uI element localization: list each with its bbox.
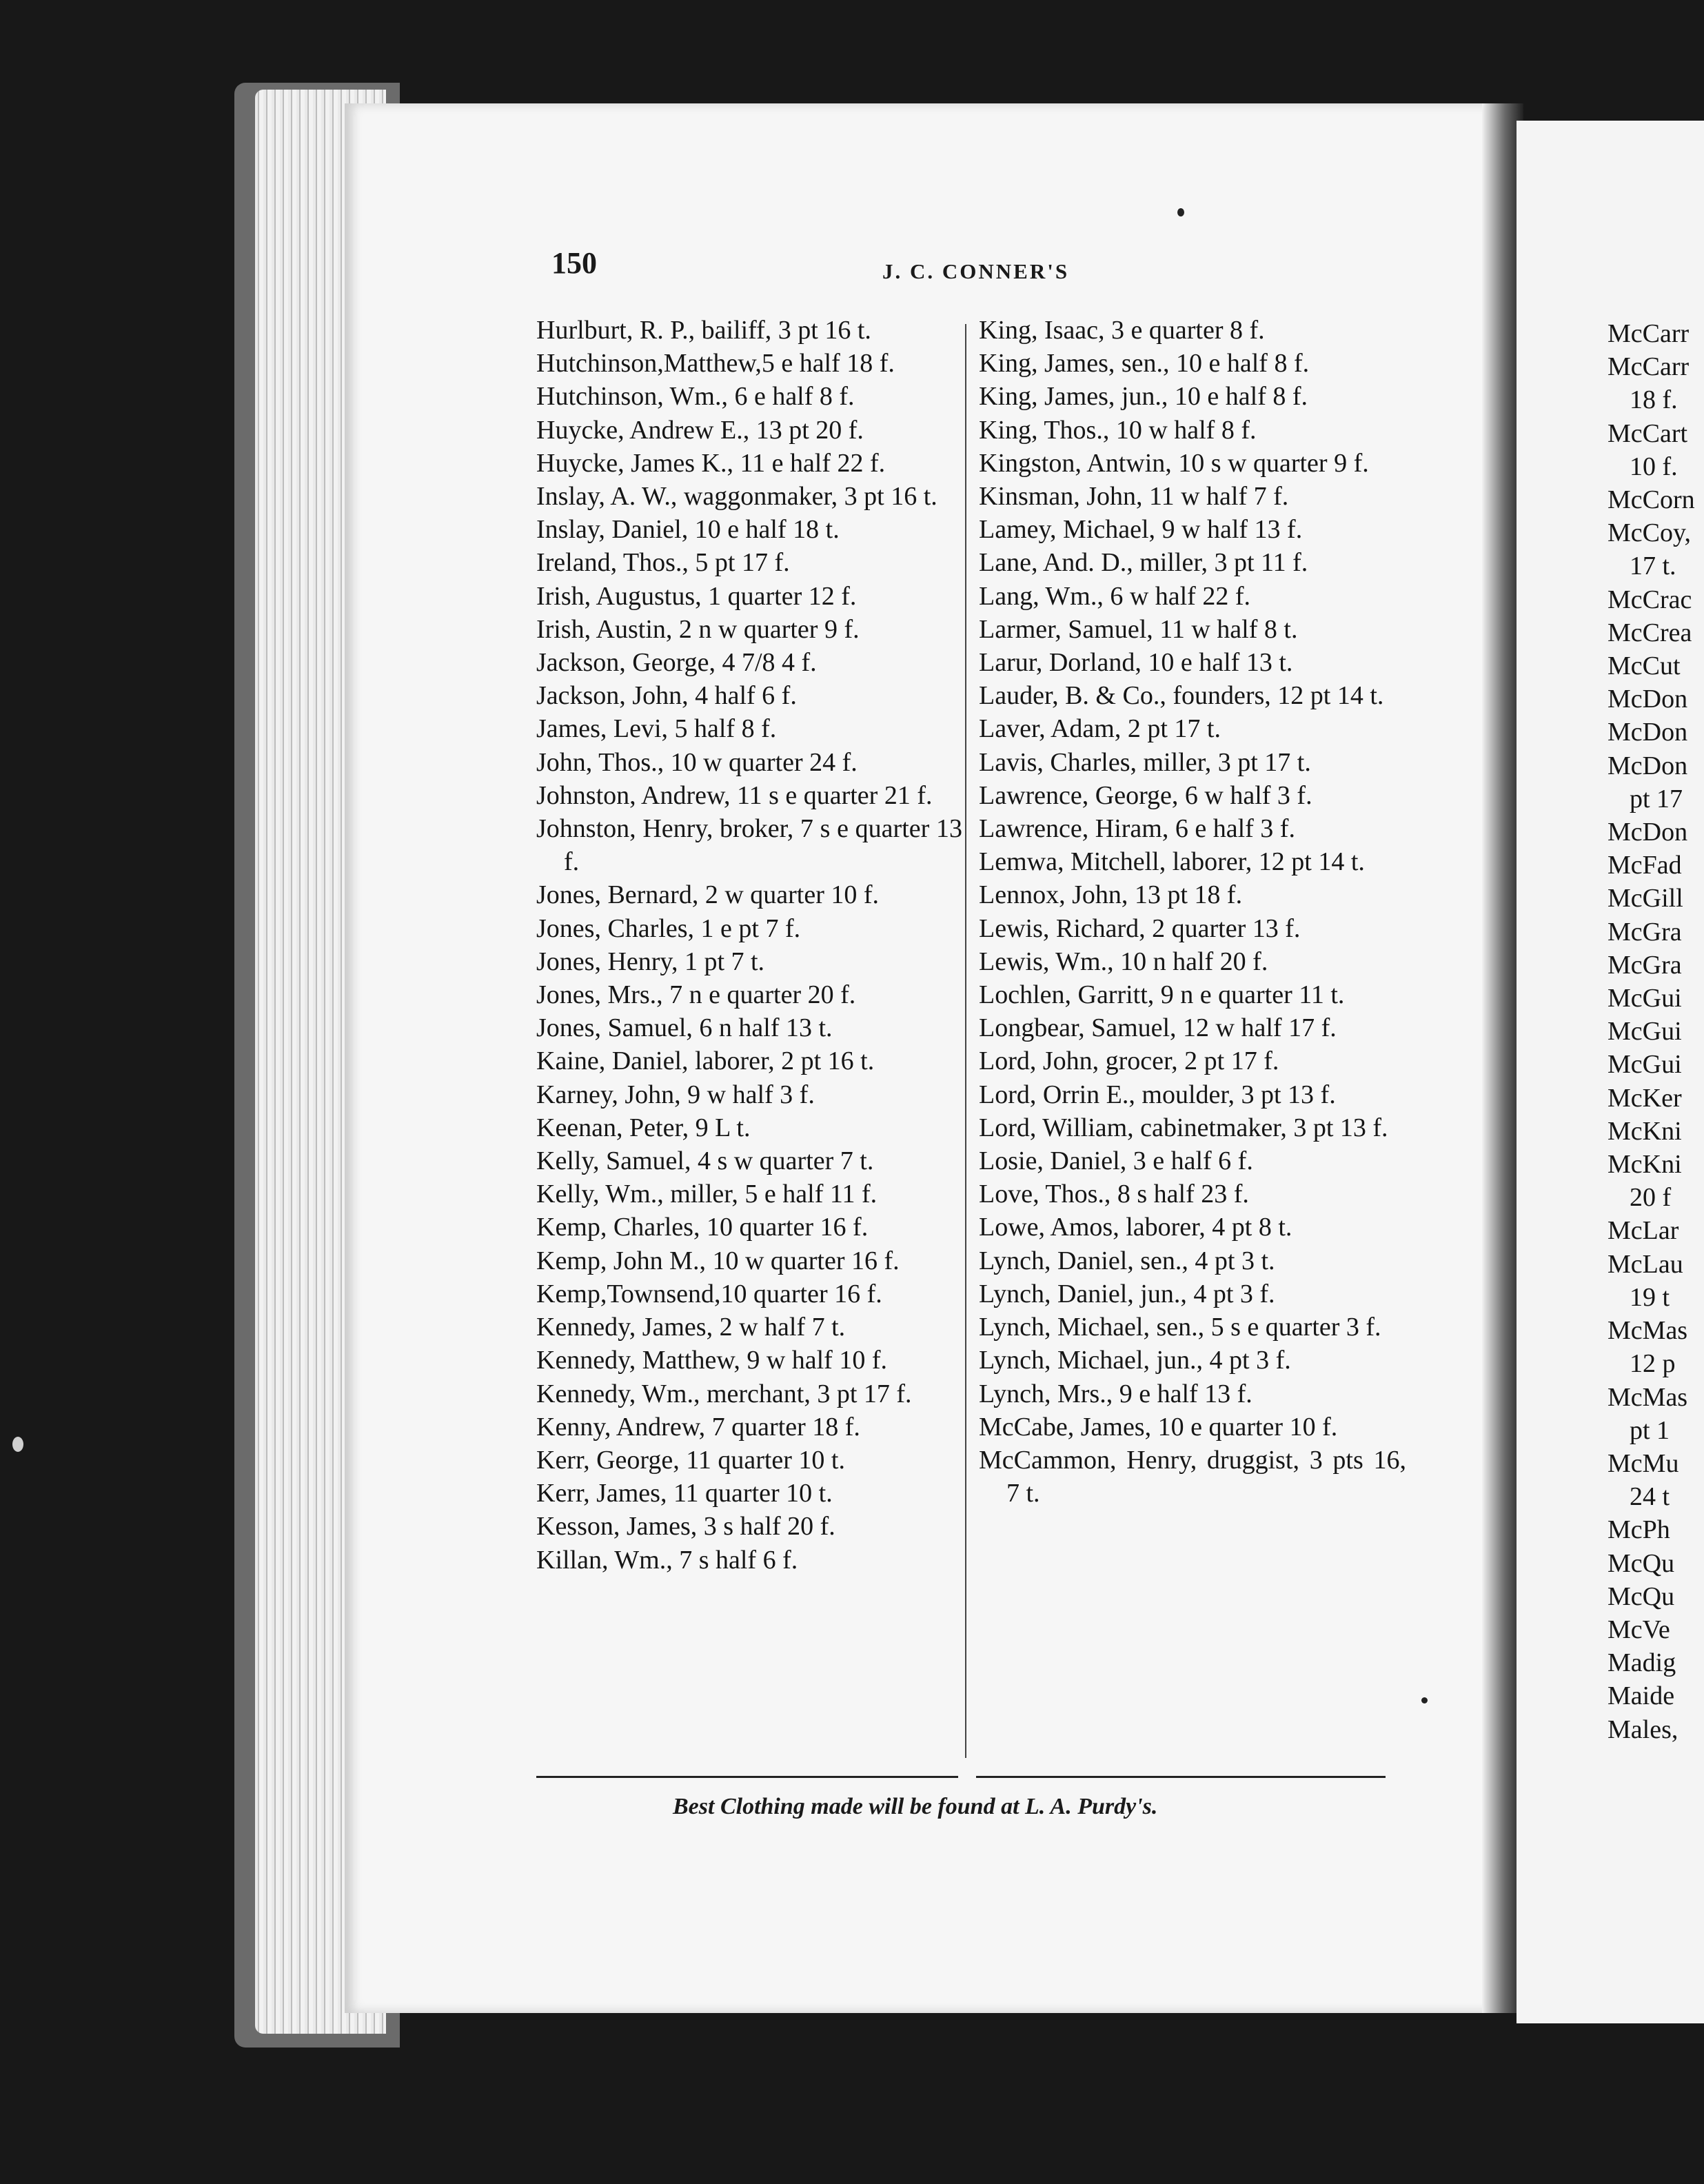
list-item: Lewis, Richard, 2 quarter 13 f. — [979, 913, 1301, 943]
list-item: Kemp,Townsend,10 quarter 16 f. — [536, 1279, 882, 1308]
list-item: Hurlburt, R. P., bailiff, 3 pt 16 t. — [536, 316, 871, 345]
list-item: McCoy, — [1607, 518, 1692, 548]
list-item: Love, Thos., 8 s half 23 f. — [979, 1180, 1249, 1209]
list-item: Lynch, Michael, jun., 4 pt 3 f. — [979, 1346, 1291, 1375]
list-item: McLau — [1607, 1249, 1683, 1279]
list-item: McQu — [1607, 1581, 1675, 1611]
list-item: McDon — [1607, 818, 1688, 847]
list-item: McGui — [1607, 984, 1682, 1013]
list-item: McCarr — [1607, 319, 1690, 348]
list-item: Johnston, Henry, broker, 7 s e quarter 13 f. — [536, 814, 962, 877]
list-item: Laver, Adam, 2 pt 17 t. — [979, 714, 1221, 744]
list-item: Killan, Wm., 7 s half 6 f. — [536, 1545, 798, 1575]
list-item: King, Isaac, 3 e quarter 8 f. — [979, 316, 1265, 345]
list-item: Lord, Orrin E., moulder, 3 pt 13 f. — [979, 1080, 1336, 1109]
list-item: McGra — [1607, 917, 1682, 947]
list-item: McMas — [1607, 1382, 1688, 1412]
list-item: 20 f — [1630, 1183, 1672, 1213]
list-item: McCut — [1607, 651, 1681, 681]
list-item: Lawrence, George, 6 w half 3 f. — [979, 780, 1312, 810]
footer-rule-right — [976, 1776, 1386, 1778]
list-item: McCorn — [1607, 485, 1695, 515]
list-item: McGill — [1607, 884, 1683, 913]
list-item: McCammon, Henry, druggist, 3 pts 16, 7 t. — [979, 1445, 1406, 1508]
list-item: McCrea — [1607, 618, 1692, 647]
list-item: McKni — [1607, 1116, 1682, 1146]
list-item: Lynch, Daniel, jun., 4 pt 3 f. — [979, 1279, 1275, 1308]
list-item: Maide — [1607, 1681, 1675, 1711]
list-item: Inslay, A. W., waggonmaker, 3 pt 16 t. — [536, 482, 937, 512]
list-item: Kenny, Andrew, 7 quarter 18 f. — [536, 1412, 860, 1442]
list-item: McGui — [1607, 1050, 1682, 1080]
list-item: Jones, Samuel, 6 n half 13 t. — [536, 1013, 833, 1043]
list-item: Lynch, Mrs., 9 e half 13 f. — [979, 1379, 1252, 1408]
list-item: Johnston, Andrew, 11 s e quarter 21 f. — [536, 780, 933, 810]
list-item: 12 p — [1630, 1349, 1676, 1379]
list-item: McCrac — [1607, 585, 1692, 614]
list-item: Longbear, Samuel, 12 w half 17 f. — [979, 1013, 1337, 1043]
list-item: Losie, Daniel, 3 e half 6 f. — [979, 1146, 1253, 1176]
list-item: Kaine, Daniel, laborer, 2 pt 16 t. — [536, 1046, 875, 1076]
page-number: 150 — [551, 246, 597, 280]
running-title: J. C. CONNER'S — [882, 259, 1070, 283]
list-item: Lemwa, Mitchell, laborer, 12 pt 14 t. — [979, 847, 1365, 877]
list-item: Kerr, George, 11 quarter 10 t. — [536, 1445, 845, 1475]
list-item: Irish, Austin, 2 n w quarter 9 f. — [536, 614, 860, 644]
list-item: Kennedy, Wm., merchant, 3 pt 17 f. — [536, 1379, 912, 1408]
list-item: Larur, Dorland, 10 e half 13 t. — [979, 648, 1293, 678]
list-item: Irish, Augustus, 1 quarter 12 f. — [536, 581, 857, 611]
list-item: McFad — [1607, 851, 1682, 880]
list-item: Lauder, B. & Co., founders, 12 pt 14 t. — [979, 681, 1384, 711]
column-divider — [965, 324, 966, 1758]
list-item: Lewis, Wm., 10 n half 20 f. — [979, 947, 1268, 976]
list-item: McVe — [1607, 1615, 1670, 1644]
list-item: McMu — [1607, 1448, 1679, 1478]
ink-speck — [1421, 1697, 1428, 1703]
list-item: Karney, John, 9 w half 3 f. — [536, 1080, 815, 1109]
footer-rule-left — [536, 1776, 958, 1778]
list-item: Jones, Henry, 1 pt 7 t. — [536, 947, 765, 976]
footer-advertisement: Best Clothing made will be found at L. A. Purdy's. — [673, 1794, 1158, 1819]
directory-column-left — [536, 314, 962, 1577]
list-item: Kelly, Samuel, 4 s w quarter 7 t. — [536, 1146, 874, 1176]
list-item: Kerr, James, 11 quarter 10 t. — [536, 1479, 833, 1508]
list-item: Lord, John, grocer, 2 pt 17 f. — [979, 1046, 1279, 1076]
list-item: Lennox, John, 13 pt 18 f. — [979, 880, 1243, 910]
list-item: Lawrence, Hiram, 6 e half 3 f. — [979, 814, 1295, 844]
list-item: McPh — [1607, 1515, 1670, 1545]
list-item: Huycke, Andrew E., 13 pt 20 f. — [536, 415, 864, 445]
list-item: McDon — [1607, 751, 1688, 780]
list-item: Males, — [1607, 1715, 1678, 1744]
list-item: Inslay, Daniel, 10 e half 18 t. — [536, 515, 840, 545]
facing-page-column — [1607, 317, 1704, 1746]
list-item: Kingston, Antwin, 10 s w quarter 9 f. — [979, 448, 1369, 478]
list-item: Lamey, Michael, 9 w half 13 f. — [979, 515, 1303, 545]
list-item: Lowe, Amos, laborer, 4 pt 8 t. — [979, 1213, 1292, 1242]
list-item: McDon — [1607, 685, 1688, 714]
list-item: King, Thos., 10 w half 8 f. — [979, 415, 1257, 445]
list-item: McMas — [1607, 1316, 1688, 1346]
list-item: Jones, Charles, 1 e pt 7 f. — [536, 913, 801, 943]
list-item: Keenan, Peter, 9 L t. — [536, 1113, 751, 1142]
list-item: McLar — [1607, 1216, 1679, 1246]
list-item: King, James, jun., 10 e half 8 f. — [979, 382, 1308, 412]
list-item: Hutchinson,Matthew,5 e half 18 f. — [536, 349, 895, 378]
list-item: Jones, Bernard, 2 w quarter 10 f. — [536, 880, 880, 910]
list-item: McGra — [1607, 950, 1682, 980]
list-item: Lang, Wm., 6 w half 22 f. — [979, 581, 1250, 611]
list-item: Kelly, Wm., miller, 5 e half 11 f. — [536, 1180, 878, 1209]
list-item: Kinsman, John, 11 w half 7 f. — [979, 482, 1289, 512]
list-item: King, James, sen., 10 e half 8 f. — [979, 349, 1310, 378]
list-item: Lynch, Daniel, sen., 4 pt 3 t. — [979, 1246, 1275, 1275]
list-item: John, Thos., 10 w quarter 24 f. — [536, 747, 858, 777]
list-item: Jackson, George, 4 7/8 4 f. — [536, 648, 817, 678]
list-item: 19 t — [1630, 1282, 1670, 1312]
list-item: Larmer, Samuel, 11 w half 8 t. — [979, 614, 1298, 644]
list-item: McQu — [1607, 1548, 1675, 1578]
directory-column-right — [979, 314, 1406, 1510]
list-item: 17 t. — [1630, 552, 1676, 581]
ink-speck — [1177, 208, 1184, 216]
list-item: McCart — [1607, 418, 1688, 448]
list-item: Lord, William, cabinetmaker, 3 pt 13 f. — [979, 1113, 1388, 1142]
list-item: Kennedy, James, 2 w half 7 t. — [536, 1313, 846, 1342]
scan-artifact — [12, 1437, 23, 1452]
list-item: 10 f. — [1630, 452, 1678, 481]
list-item: Jones, Mrs., 7 n e quarter 20 f. — [536, 980, 856, 1010]
list-item: Kennedy, Matthew, 9 w half 10 f. — [536, 1346, 887, 1375]
list-item: McKni — [1607, 1150, 1682, 1180]
list-item: pt 1 — [1630, 1415, 1670, 1445]
list-item: Madig — [1607, 1648, 1676, 1678]
list-item: McGui — [1607, 1017, 1682, 1046]
list-item: Lochlen, Garritt, 9 n e quarter 11 t. — [979, 980, 1345, 1010]
list-item: McDon — [1607, 718, 1688, 747]
list-item: pt 17 — [1630, 784, 1683, 813]
list-item: 24 t — [1630, 1482, 1670, 1512]
list-item: Kesson, James, 3 s half 20 f. — [536, 1512, 835, 1541]
list-item: McKer — [1607, 1083, 1682, 1113]
list-item: Lynch, Michael, sen., 5 s e quarter 3 f. — [979, 1313, 1381, 1342]
list-item: Lavis, Charles, miller, 3 pt 17 t. — [979, 747, 1311, 777]
list-item: Kemp, John M., 10 w quarter 16 f. — [536, 1246, 900, 1275]
list-item: Huycke, James K., 11 e half 22 f. — [536, 448, 886, 478]
list-item: McCarr — [1607, 352, 1690, 382]
list-item: Jackson, John, 4 half 6 f. — [536, 681, 797, 711]
list-item: Ireland, Thos., 5 pt 17 f. — [536, 548, 790, 578]
list-item: Lane, And. D., miller, 3 pt 11 f. — [979, 548, 1308, 578]
list-item: James, Levi, 5 half 8 f. — [536, 714, 777, 744]
list-item: Kemp, Charles, 10 quarter 16 f. — [536, 1213, 869, 1242]
list-item: 18 f. — [1630, 385, 1678, 415]
list-item: Hutchinson, Wm., 6 e half 8 f. — [536, 382, 855, 412]
list-item: McCabe, James, 10 e quarter 10 f. — [979, 1412, 1338, 1442]
